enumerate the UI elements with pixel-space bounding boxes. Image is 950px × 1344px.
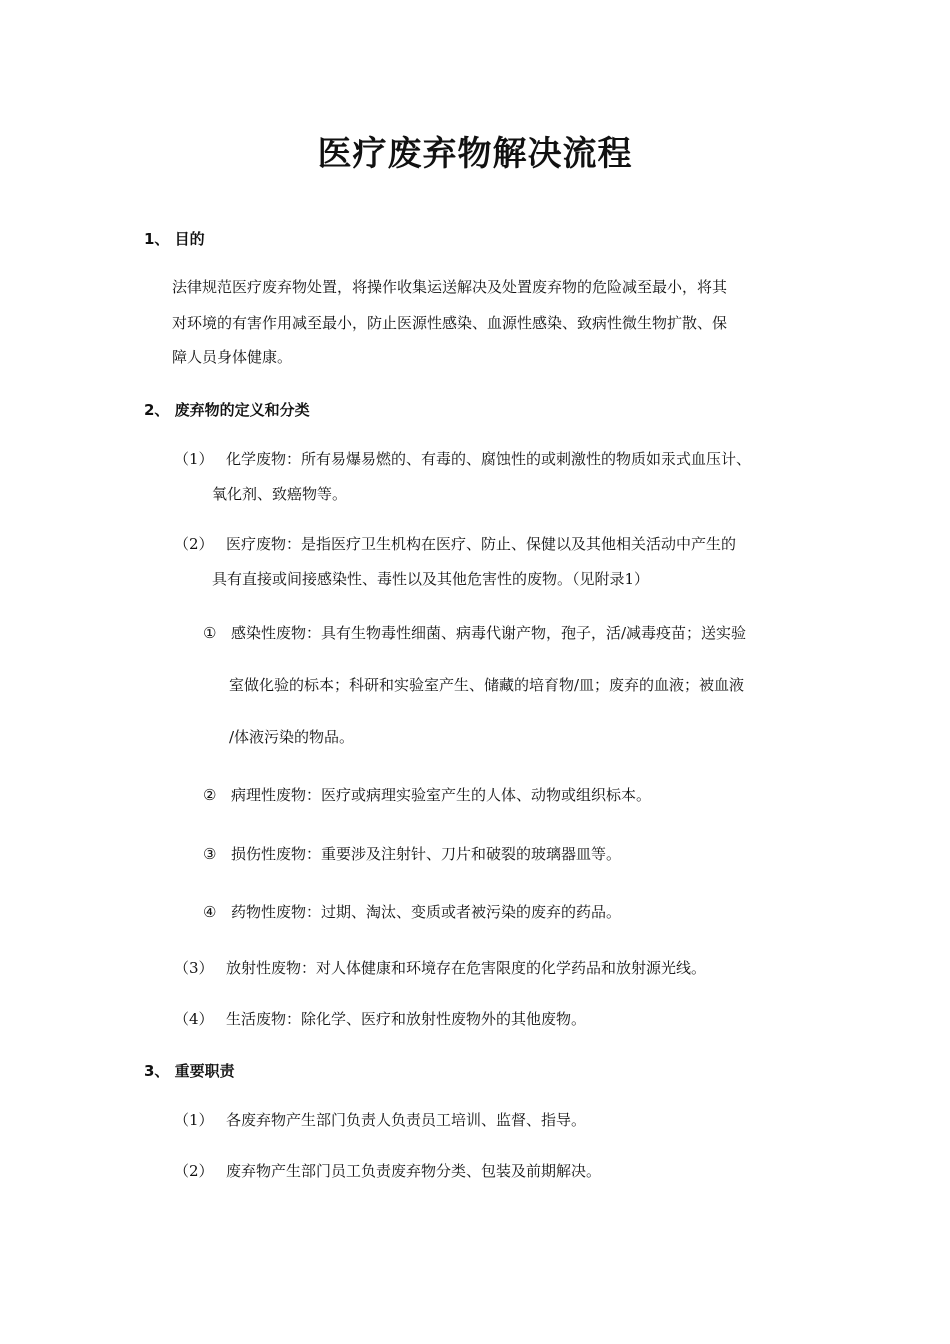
section-title: 废弃物的定义和分类 [174,401,310,419]
sub-list-item-text: 病理性废物：医疗或病理实验室产生的人体、动物或组织标本。 [231,786,652,804]
document-title: 医疗废弃物解决流程 [317,134,633,174]
list-marker: （2） [174,535,214,553]
sub-list-item [203,845,621,863]
list-item-continuation: 氧化剂、致癌物等。 [212,485,348,503]
paragraph-line: 对环境的有害作用减至最小，防止医源性感染、血源性感染、致病性微生物扩散、保 [172,314,728,332]
list-item [174,535,736,553]
section-number: 1、 [144,230,170,248]
sub-list-marker: ② [203,786,217,804]
list-item-text: 生活废物：除化学、医疗和放射性废物外的其他废物。 [226,1010,587,1028]
list-item [174,450,751,468]
list-marker: （3） [174,959,214,977]
sub-list-marker: ③ [203,845,217,863]
section-number: 2、 [144,401,170,419]
list-item [174,959,706,977]
list-marker: （2） [174,1162,214,1180]
list-item-text: 化学废物：所有易爆易燃的、有毒的、腐蚀性的或刺激性的物质如汞式血压计、 [226,450,752,468]
list-item [174,1111,586,1129]
paragraph-line: 法律规范医疗废弃物处置，将操作收集运送解决及处置废弃物的危险减至最小，将其 [172,278,728,296]
list-item-continuation: 具有直接或间接感染性、毒性以及其他危害性的废物。（见附录1） [212,570,650,588]
sub-list-item-text: 损伤性废物：重要涉及注射针、刀片和破裂的玻璃器皿等。 [231,845,622,863]
sub-list-item [203,903,621,921]
list-item [174,1162,601,1180]
section-2-heading [144,399,310,420]
sub-list-item [203,624,746,642]
section-title: 目的 [174,230,205,248]
sub-list-item-continuation: /体液污染的物品。 [229,728,355,746]
sub-list-item-text: 药物性废物：过期、淘汰、变质或者被污染的废弃的药品。 [231,903,622,921]
section-3-heading [144,1060,235,1081]
sub-list-marker: ① [203,624,217,642]
list-item-text: 医疗废物：是指医疗卫生机构在医疗、防止、保健以及其他相关活动中产生的 [226,535,737,553]
list-item-text: 放射性废物：对人体健康和环境存在危害限度的化学药品和放射源光线。 [226,959,707,977]
list-marker: （1） [174,450,214,468]
sub-list-item-text: 感染性废物：具有生物毒性细菌、病毒代谢产物，孢子，活/减毒疫苗；送实验 [231,624,747,642]
list-item-text: 各废弃物产生部门负责人负责员工培训、监督、指导。 [226,1111,587,1129]
list-marker: （1） [174,1111,214,1129]
sub-list-item-continuation: 室做化验的标本；科研和实验室产生、储藏的培育物/皿；废弃的血液；被血液 [229,676,745,694]
list-marker: （4） [174,1010,214,1028]
paragraph-line: 障人员身体健康。 [172,348,293,366]
section-1-heading [144,228,205,249]
list-item [174,1010,586,1028]
list-item-text: 废弃物产生部门员工负责废弃物分类、包装及前期解决。 [226,1162,602,1180]
section-number: 3、 [144,1062,170,1080]
sub-list-marker: ④ [203,903,217,921]
sub-list-item [203,786,651,804]
section-title: 重要职责 [174,1062,235,1080]
